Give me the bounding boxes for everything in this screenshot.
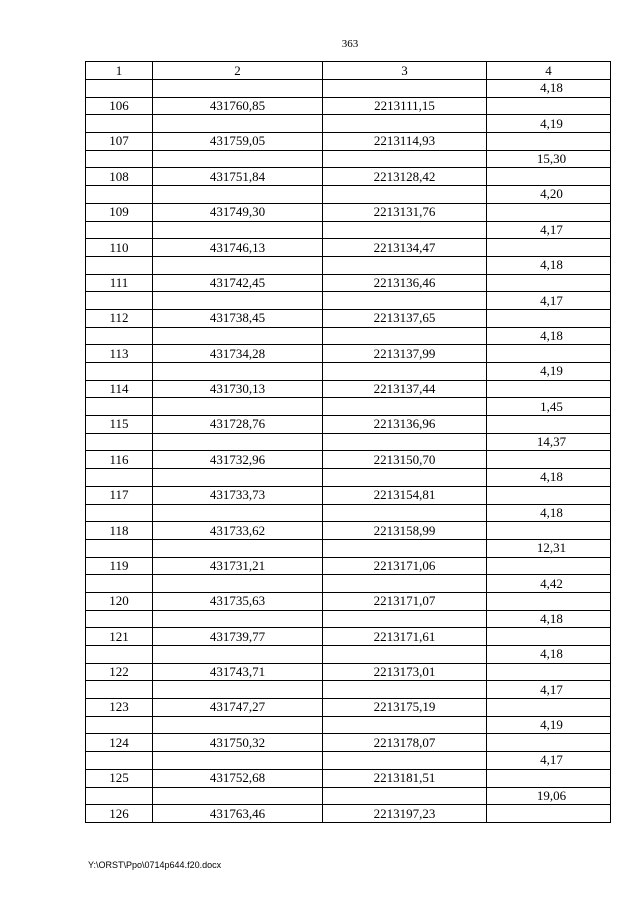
point-number-cell: 113 <box>86 345 153 363</box>
point-number-cell: 112 <box>86 309 153 327</box>
y-coordinate-cell <box>323 504 487 522</box>
point-number-cell: 117 <box>86 486 153 504</box>
point-number-cell: 119 <box>86 557 153 575</box>
coordinates-table-body <box>86 62 611 823</box>
x-coordinate-cell: 431752,68 <box>153 769 323 787</box>
distance-cell <box>487 380 611 398</box>
y-coordinate-cell: 2213136,96 <box>323 416 487 434</box>
point-number-cell: 115 <box>86 416 153 434</box>
x-coordinate-cell <box>153 433 323 451</box>
distance-cell: 4,17 <box>487 752 611 770</box>
distance-cell <box>487 663 611 681</box>
distance-cell <box>487 699 611 717</box>
point-number-cell <box>86 504 153 522</box>
x-coordinate-cell: 431735,63 <box>153 592 323 610</box>
table-row <box>86 186 611 204</box>
distance-cell <box>487 309 611 327</box>
table-row <box>86 769 611 787</box>
x-coordinate-cell <box>153 292 323 310</box>
y-coordinate-cell: 2213197,23 <box>323 805 487 823</box>
y-coordinate-cell: 2213171,61 <box>323 628 487 646</box>
distance-cell: 4,42 <box>487 575 611 593</box>
y-coordinate-cell <box>323 646 487 664</box>
y-coordinate-cell <box>323 398 487 416</box>
y-coordinate-cell <box>323 469 487 487</box>
table-row <box>86 309 611 327</box>
x-coordinate-cell: 431733,62 <box>153 522 323 540</box>
point-number-cell <box>86 433 153 451</box>
table-row <box>86 274 611 292</box>
file-path-footer: Y:\ORST\Ppo\0714p644.f20.docx <box>88 860 222 870</box>
distance-cell <box>487 451 611 469</box>
point-number-cell <box>86 575 153 593</box>
distance-cell <box>487 274 611 292</box>
point-number-cell <box>86 327 153 345</box>
x-coordinate-cell <box>153 681 323 699</box>
x-coordinate-cell: 431760,85 <box>153 97 323 115</box>
y-coordinate-cell: 2213134,47 <box>323 239 487 257</box>
distance-cell <box>487 97 611 115</box>
distance-cell: 4,19 <box>487 716 611 734</box>
x-coordinate-cell: 431728,76 <box>153 416 323 434</box>
x-coordinate-cell <box>153 469 323 487</box>
distance-cell: 4,18 <box>487 327 611 345</box>
table-row <box>86 221 611 239</box>
point-number-cell: 108 <box>86 168 153 186</box>
x-coordinate-cell <box>153 80 323 98</box>
x-coordinate-cell <box>153 327 323 345</box>
table-row <box>86 504 611 522</box>
point-number-cell <box>86 186 153 204</box>
x-coordinate-cell <box>153 610 323 628</box>
x-coordinate-cell <box>153 539 323 557</box>
point-number-cell: 106 <box>86 97 153 115</box>
x-coordinate-cell <box>153 221 323 239</box>
table-row <box>86 451 611 469</box>
distance-cell <box>487 557 611 575</box>
distance-cell: 4,18 <box>487 469 611 487</box>
distance-cell <box>487 805 611 823</box>
y-coordinate-cell: 2213114,93 <box>323 133 487 151</box>
distance-cell: 1,45 <box>487 398 611 416</box>
point-number-cell: 120 <box>86 592 153 610</box>
distance-cell: 4,17 <box>487 292 611 310</box>
x-coordinate-cell <box>153 716 323 734</box>
table-row <box>86 592 611 610</box>
table-row <box>86 628 611 646</box>
y-coordinate-cell: 2213171,07 <box>323 592 487 610</box>
table-row <box>86 416 611 434</box>
point-number-cell: 125 <box>86 769 153 787</box>
point-number-cell <box>86 398 153 416</box>
x-coordinate-cell <box>153 504 323 522</box>
point-number-cell: 111 <box>86 274 153 292</box>
table-row <box>86 115 611 133</box>
table-row <box>86 646 611 664</box>
y-coordinate-cell <box>323 115 487 133</box>
distance-cell <box>487 133 611 151</box>
distance-cell: 4,20 <box>487 186 611 204</box>
distance-cell: 4,19 <box>487 115 611 133</box>
table-row <box>86 663 611 681</box>
point-number-cell: 116 <box>86 451 153 469</box>
table-row <box>86 610 611 628</box>
distance-cell: 4,18 <box>487 80 611 98</box>
table-row <box>86 787 611 805</box>
point-number-cell: 121 <box>86 628 153 646</box>
distance-cell <box>487 168 611 186</box>
table-row <box>86 363 611 381</box>
point-number-cell <box>86 539 153 557</box>
table-row <box>86 557 611 575</box>
table-row <box>86 203 611 221</box>
point-number-cell <box>86 150 153 168</box>
table-row <box>86 327 611 345</box>
x-coordinate-cell <box>153 398 323 416</box>
x-coordinate-cell: 431759,05 <box>153 133 323 151</box>
y-coordinate-cell: 2213171,06 <box>323 557 487 575</box>
table-row <box>86 539 611 557</box>
y-coordinate-cell: 2213136,46 <box>323 274 487 292</box>
x-coordinate-cell: 431730,13 <box>153 380 323 398</box>
y-coordinate-cell <box>323 256 487 274</box>
point-number-cell <box>86 716 153 734</box>
table-row <box>86 133 611 151</box>
point-number-cell: 122 <box>86 663 153 681</box>
table-row <box>86 398 611 416</box>
distance-cell <box>487 734 611 752</box>
y-coordinate-cell <box>323 80 487 98</box>
point-number-cell: 107 <box>86 133 153 151</box>
point-number-cell <box>86 681 153 699</box>
y-coordinate-cell: 2213175,19 <box>323 699 487 717</box>
table-row <box>86 805 611 823</box>
table-row <box>86 292 611 310</box>
distance-cell <box>487 769 611 787</box>
column-header-3: 3 <box>323 62 487 80</box>
distance-cell <box>487 416 611 434</box>
table-row <box>86 150 611 168</box>
point-number-cell: 124 <box>86 734 153 752</box>
x-coordinate-cell <box>153 363 323 381</box>
distance-cell <box>487 486 611 504</box>
x-coordinate-cell: 431739,77 <box>153 628 323 646</box>
column-header-4: 4 <box>487 62 611 80</box>
x-coordinate-cell: 431743,71 <box>153 663 323 681</box>
y-coordinate-cell <box>323 716 487 734</box>
table-row <box>86 345 611 363</box>
x-coordinate-cell <box>153 752 323 770</box>
y-coordinate-cell: 2213154,81 <box>323 486 487 504</box>
table-row <box>86 80 611 98</box>
y-coordinate-cell <box>323 539 487 557</box>
y-coordinate-cell: 2213137,65 <box>323 309 487 327</box>
x-coordinate-cell <box>153 787 323 805</box>
distance-cell: 4,18 <box>487 256 611 274</box>
y-coordinate-cell: 2213178,07 <box>323 734 487 752</box>
y-coordinate-cell <box>323 363 487 381</box>
y-coordinate-cell <box>323 610 487 628</box>
table-row <box>86 486 611 504</box>
y-coordinate-cell <box>323 787 487 805</box>
table-row <box>86 168 611 186</box>
table-header-row <box>86 62 611 80</box>
distance-cell: 14,37 <box>487 433 611 451</box>
x-coordinate-cell: 431749,30 <box>153 203 323 221</box>
distance-cell: 4,18 <box>487 504 611 522</box>
x-coordinate-cell <box>153 150 323 168</box>
table-row <box>86 575 611 593</box>
distance-cell <box>487 239 611 257</box>
distance-cell: 4,17 <box>487 681 611 699</box>
x-coordinate-cell: 431746,13 <box>153 239 323 257</box>
page-number: 363 <box>341 38 359 50</box>
point-number-cell: 123 <box>86 699 153 717</box>
y-coordinate-cell <box>323 681 487 699</box>
distance-cell: 19,06 <box>487 787 611 805</box>
x-coordinate-cell: 431742,45 <box>153 274 323 292</box>
x-coordinate-cell: 431747,27 <box>153 699 323 717</box>
point-number-cell <box>86 469 153 487</box>
point-number-cell <box>86 363 153 381</box>
point-number-cell: 110 <box>86 239 153 257</box>
y-coordinate-cell <box>323 575 487 593</box>
x-coordinate-cell: 431738,45 <box>153 309 323 327</box>
point-number-cell <box>86 292 153 310</box>
y-coordinate-cell: 2213150,70 <box>323 451 487 469</box>
table-row <box>86 716 611 734</box>
point-number-cell <box>86 752 153 770</box>
y-coordinate-cell <box>323 150 487 168</box>
coordinates-table <box>85 61 611 823</box>
y-coordinate-cell <box>323 221 487 239</box>
y-coordinate-cell <box>323 186 487 204</box>
y-coordinate-cell: 2213158,99 <box>323 522 487 540</box>
distance-cell <box>487 592 611 610</box>
y-coordinate-cell: 2213181,51 <box>323 769 487 787</box>
x-coordinate-cell: 431751,84 <box>153 168 323 186</box>
distance-cell <box>487 628 611 646</box>
distance-cell <box>487 203 611 221</box>
x-coordinate-cell: 431734,28 <box>153 345 323 363</box>
point-number-cell <box>86 256 153 274</box>
point-number-cell: 114 <box>86 380 153 398</box>
table-row <box>86 256 611 274</box>
x-coordinate-cell <box>153 575 323 593</box>
table-row <box>86 734 611 752</box>
table-row <box>86 239 611 257</box>
y-coordinate-cell: 2213137,44 <box>323 380 487 398</box>
column-header-1: 1 <box>86 62 153 80</box>
point-number-cell: 126 <box>86 805 153 823</box>
distance-cell <box>487 345 611 363</box>
point-number-cell: 118 <box>86 522 153 540</box>
x-coordinate-cell: 431750,32 <box>153 734 323 752</box>
x-coordinate-cell: 431731,21 <box>153 557 323 575</box>
distance-cell: 12,31 <box>487 539 611 557</box>
table-row <box>86 752 611 770</box>
table-row <box>86 380 611 398</box>
point-number-cell: 109 <box>86 203 153 221</box>
point-number-cell <box>86 80 153 98</box>
x-coordinate-cell <box>153 186 323 204</box>
point-number-cell <box>86 646 153 664</box>
distance-cell: 4,18 <box>487 610 611 628</box>
table-row <box>86 469 611 487</box>
x-coordinate-cell: 431763,46 <box>153 805 323 823</box>
point-number-cell <box>86 787 153 805</box>
table-row <box>86 522 611 540</box>
y-coordinate-cell <box>323 752 487 770</box>
table-row <box>86 681 611 699</box>
table-row <box>86 97 611 115</box>
point-number-cell <box>86 610 153 628</box>
y-coordinate-cell: 2213128,42 <box>323 168 487 186</box>
y-coordinate-cell: 2213111,15 <box>323 97 487 115</box>
distance-cell: 4,19 <box>487 363 611 381</box>
x-coordinate-cell <box>153 256 323 274</box>
y-coordinate-cell <box>323 433 487 451</box>
y-coordinate-cell <box>323 292 487 310</box>
point-number-cell <box>86 221 153 239</box>
point-number-cell <box>86 115 153 133</box>
y-coordinate-cell: 2213131,76 <box>323 203 487 221</box>
y-coordinate-cell <box>323 327 487 345</box>
x-coordinate-cell <box>153 646 323 664</box>
y-coordinate-cell: 2213173,01 <box>323 663 487 681</box>
distance-cell: 4,17 <box>487 221 611 239</box>
distance-cell: 15,30 <box>487 150 611 168</box>
table-row <box>86 433 611 451</box>
table-row <box>86 699 611 717</box>
x-coordinate-cell: 431733,73 <box>153 486 323 504</box>
x-coordinate-cell <box>153 115 323 133</box>
x-coordinate-cell: 431732,96 <box>153 451 323 469</box>
column-header-2: 2 <box>153 62 323 80</box>
distance-cell <box>487 522 611 540</box>
distance-cell: 4,18 <box>487 646 611 664</box>
y-coordinate-cell: 2213137,99 <box>323 345 487 363</box>
